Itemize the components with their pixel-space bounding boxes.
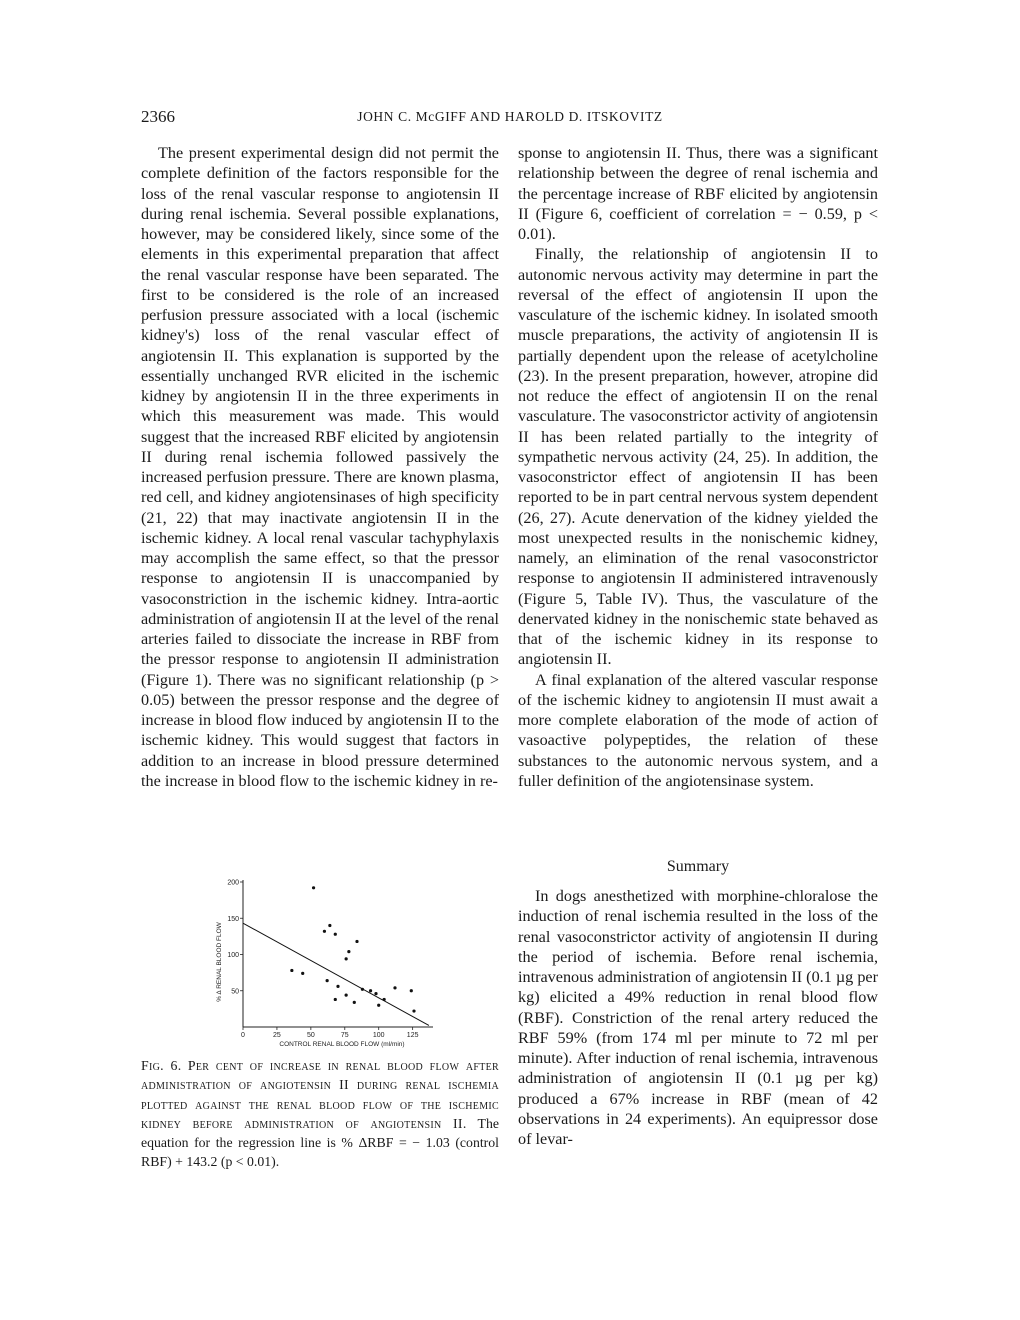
data-point	[347, 950, 350, 953]
regression-line	[243, 923, 429, 1025]
running-head: JOHN C. McGIFF AND HAROLD D. ITSKOVITZ	[357, 109, 663, 124]
data-point	[369, 989, 372, 992]
left-column	[141, 143, 499, 791]
right-column	[518, 143, 878, 791]
chart-ticks	[227, 880, 418, 1040]
data-point	[353, 1001, 356, 1004]
data-point	[290, 969, 293, 972]
data-point	[328, 924, 331, 927]
x-tick-label: 100	[372, 1032, 385, 1039]
figure-caption	[141, 1056, 499, 1172]
data-point	[377, 1004, 380, 1007]
y-tick-label: 50	[231, 988, 239, 996]
right-paragraph-3: A final explanation of the altered vascular response of the ischemic kidney to angiotensin II must await a more complete elaboration of the mode of action of vasoactive polypeptides, the relation of these substances to the autonomic nervous system, and a fuller definition of the angiotensinase system.	[518, 670, 878, 790]
y-tick-label: 100	[227, 952, 239, 959]
chart-points	[290, 886, 415, 1012]
data-point	[334, 933, 337, 936]
caption-label: Fig. 6.	[141, 1058, 182, 1073]
x-axis-label: CONTROL RENAL BLOOD FLOW (ml/min)	[279, 1041, 405, 1048]
y-tick-label: 200	[227, 879, 239, 887]
right-paragraph-2: Finally, the relationship of angiotensin II to autonomic nervous activity may determine in part the reversal of the effect of angiotensin II upon the vasculature of the ischemic kidney. In isolated smooth muscle preparations, the activity of angiotensin II is partially dependent upon the release of acetylcholine (23). In the present preparation, however, atropine did not reduce the effect of angiotensin II on the renal vasculature. The vasoconstrictor activity of angiotensin II has been related partially to the integrity of sympathetic nervous activity (24, 25). In addition, the vasoconstrictor effect of angiotensin II has been reported to be in part central nervous system dependent (26, 27). Acute denervation of the kidney yielded the most unexpected results in the nonischemic kidney, namely, an elimination of the renal vasoconstrictor response to angiotensin II administered intravenously (Figure 5, Table IV). Thus, the vasculature of the denervated kidney in the nonischemic state behaved as that of the ischemic kidney in its response to angiotensin II.	[518, 245, 878, 669]
page-number: 2366	[141, 107, 175, 126]
data-point	[374, 992, 377, 995]
caption-smallcaps: Per cent of increase in renal blood flow after administration of angiotensin II during renal ischemia plotted against the renal blood flow of the ischemic kidney before administration of angiotensin II.	[141, 1058, 500, 1131]
x-tick-label: 50	[306, 1032, 315, 1039]
y-tick-label: 150	[227, 915, 239, 923]
data-point	[326, 979, 329, 982]
y-axis-label: % Δ RENAL BLOOD FLOW	[216, 922, 223, 1002]
scatter-chart	[205, 872, 435, 1052]
data-point	[412, 1009, 415, 1012]
data-point	[345, 994, 348, 997]
data-point	[345, 957, 348, 960]
data-point	[312, 886, 315, 889]
chart-axes	[243, 880, 433, 1027]
summary-paragraph: In dogs anesthetized with morphine-chloralose the induction of renal ischemia resulted in the loss of the renal vasoconstrictor activity of angiotensin II during the period of ischemia. Before renal ischemia, intravenous administration of angiotensin II (0.1 µg per kg) elicited a 49% reduction in renal blood flow (RBF). Constriction of the renal artery reduced the RBF 59% (from 174 ml per minute to 72 ml per minute). After induction of renal ischemia, intravenous administration of angiotensin II (0.1 µg per kg) produced a 67% increase in RBF (mean of 42 observations in 24 experiments). An equipressor dose of levar-	[518, 887, 878, 1148]
summary-column	[518, 886, 878, 1149]
figure-6	[205, 872, 435, 1052]
data-point	[336, 985, 339, 988]
data-point	[301, 972, 304, 975]
x-tick-label: 25	[273, 1032, 281, 1039]
data-point	[355, 940, 358, 943]
page-header	[141, 107, 879, 129]
data-point	[410, 989, 413, 992]
data-point	[393, 986, 396, 989]
data-point	[323, 930, 326, 933]
right-paragraph-1: sponse to angiotensin II. Thus, there was a significant relationship between the degree of renal ischemia and the percentage increase of RBF elicited by angiotensin II (Figure 6, coefficient of correlation = − 0.59, p < 0.01).	[518, 144, 878, 243]
data-point	[334, 998, 337, 1001]
x-tick-label: 125	[406, 1032, 419, 1039]
summary-heading: Summary	[666, 858, 730, 875]
x-tick-label: 0	[241, 1032, 245, 1039]
x-tick-label: 75	[340, 1032, 349, 1039]
regression-line-group	[243, 923, 429, 1025]
caption-rest: The equation for the regression line is % ΔRBF = − 1.03 (control RBF) + 143.2 (p < 0.01).	[141, 1115, 499, 1170]
left-paragraph-1: The present experimental design did not permit the complete definition of the factors responsible for the loss of the renal vascular response to angiotensin II during renal ischemia. Several possible explanations, however, may be considered likely, since some of the elements in this experimental preparation that affect the renal vascular response have been separated. The first to be considered is the role of an increased perfusion pressure associated with a local (ischemic kidney's) loss of the renal vascular effect of angiotensin II. This explanation is supported by the essentially unchanged RVR elicited in the ischemic kidney by angiotensin II in the three experiments in which this measurement was made. This would suggest that the increased RBF elicited by angiotensin II during renal ischemia followed passively the increased perfusion pressure. There are known plasma, red cell, and kidney angiotensinases of high specificity (21, 22) that may inactivate angiotensin II in the ischemic kidney. A local renal vascular tachyphylaxis may accomplish the same effect, so that the pressor response to angiotensin II is unaccompanied by vasoconstriction in the ischemic kidney. Intra-aortic administration of angiotensin II at the level of the renal arteries failed to dissociate the increase in RBF from the pressor response to angiotensin II administration (Figure 1). There was no significant relationship (p > 0.05) between the pressor response and the degree of increase in blood flow induced by angiotensin II to the ischemic kidney. This would suggest that factors in addition to an increase in blood pressure determined the increase in blood flow to the ischemic kidney in re-	[141, 144, 499, 790]
